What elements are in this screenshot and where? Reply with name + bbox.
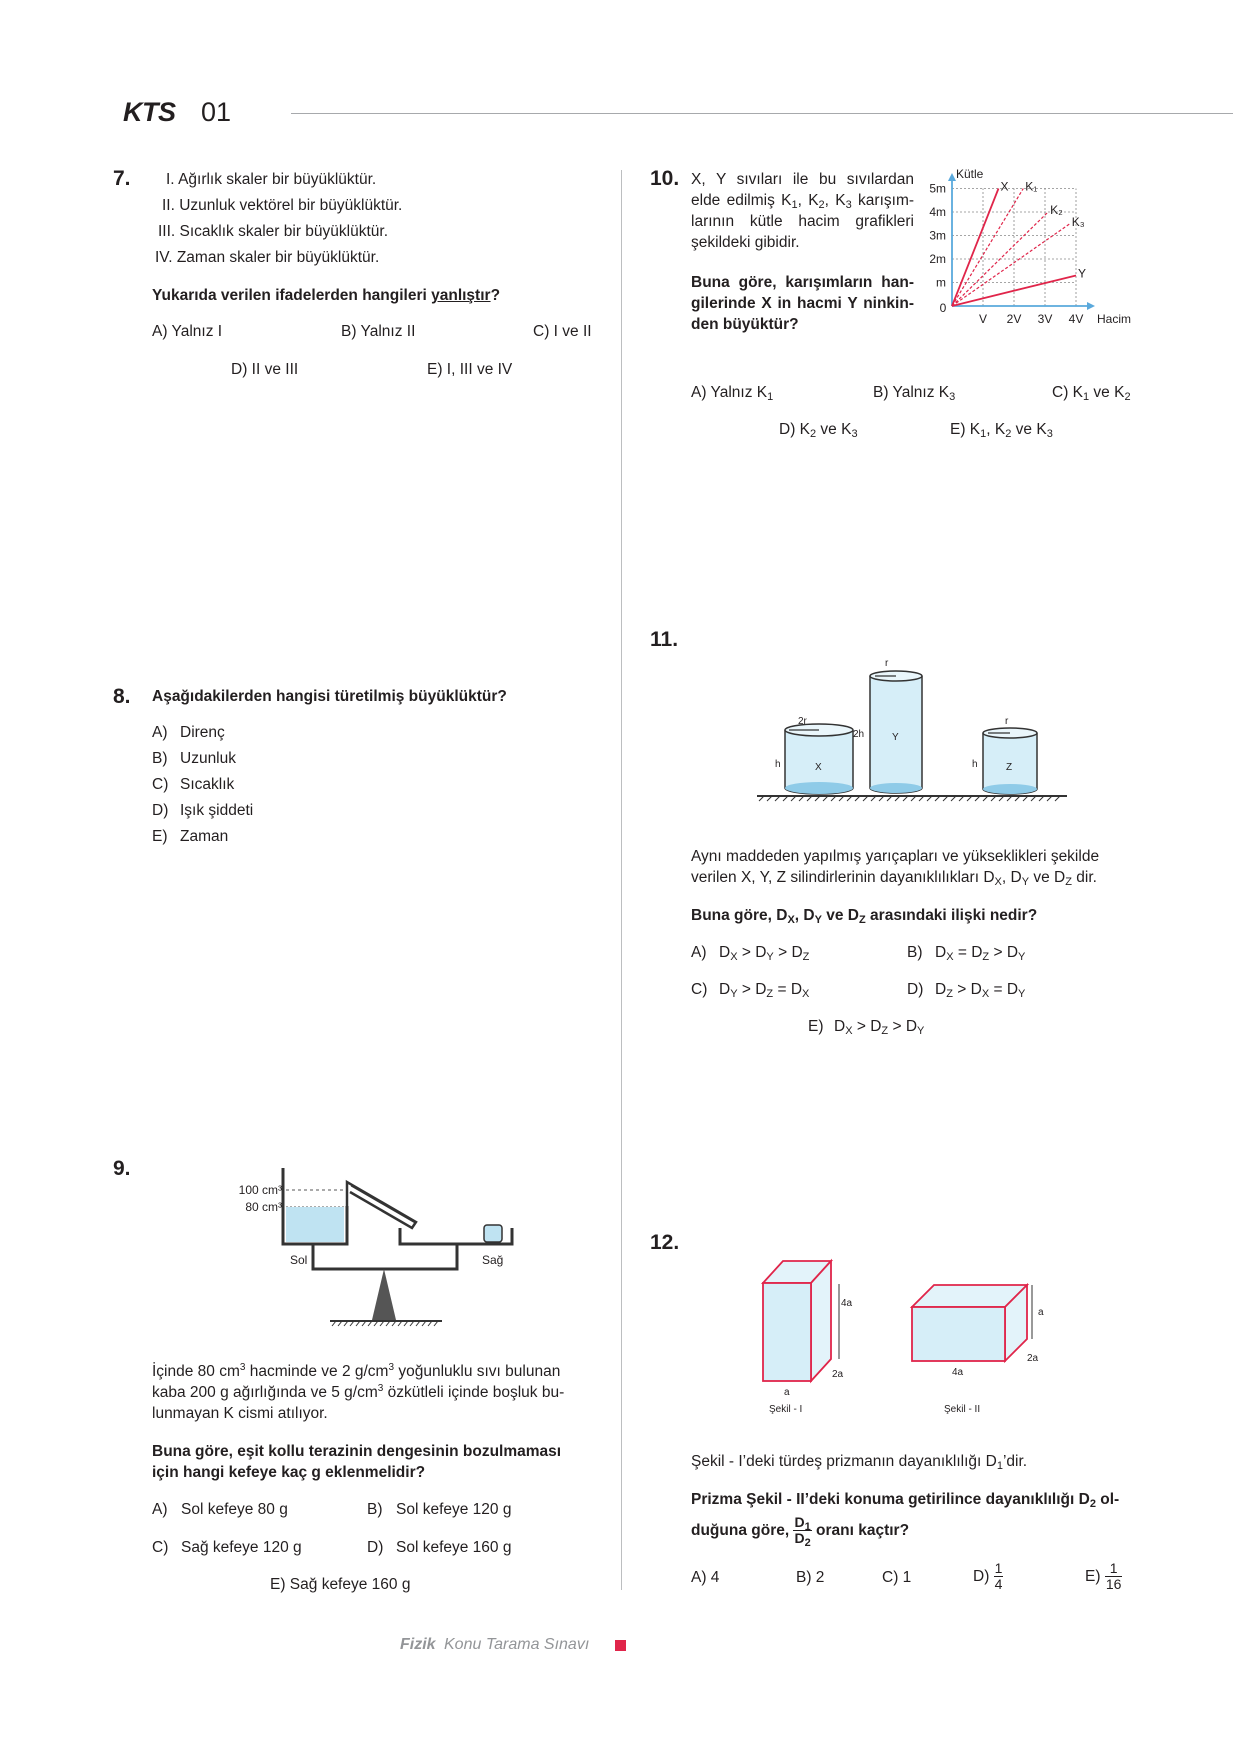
q12-text: Şekil - I’deki türdeş prizmanın dayanıklılığı $D_1’dir$. [691,1453,1028,1472]
q10-option-d[interactable]: D) $K_2$ ve $K_3$ [779,421,858,440]
q11-cylinder-z [983,728,1037,794]
header-rule [291,113,1233,114]
q10-mass-volume-chart [920,168,1140,358]
y-axis-label: Kütle [956,168,984,181]
q11-x-radius: 2r [798,716,807,727]
x-tick-label: V [978,312,988,326]
q7-number: 7. [113,167,131,190]
q11-z-radius: r [1005,716,1009,727]
q7-option-e[interactable]: E) I, III ve IV [427,361,513,378]
q7-option-c[interactable]: C) I ve II [533,323,592,340]
q8-stem: Aşağıdakilerden hangisi türetilmiş büyüklüktür? [152,688,507,705]
q7-option-d[interactable]: D) II ve III [231,361,299,378]
q9-spout-inner [351,1186,415,1223]
q9-beam [313,1244,457,1269]
q12-option-c[interactable]: C) 1 [882,1569,912,1586]
header [123,93,1233,133]
y-tick-label: 2m [929,252,946,266]
q11-y-height: 2h [853,729,865,740]
q9-option-e[interactable]: E) Sağ kefeye 160 g [270,1576,411,1593]
q9-fulcrum [372,1269,396,1320]
q9-left-label: Sol [290,1253,308,1267]
q11-number: 11. [650,628,679,651]
q9-text-line3: lunmayan K cismi atılıyor. [152,1405,328,1422]
header-brand: KTS [123,97,176,127]
q9-liquid [286,1207,344,1242]
x-tick-label: 2V [1006,312,1022,326]
q10-text-line2: elde edilmiş $K_1$, $K_2$, $K_3$ karışım- [691,192,915,211]
q7-item: I. Ağırlık skaler bir büyüklüktür. [166,171,377,188]
q9-stem-line1: Buna göre, eşit kollu terazinin dengesinin bozulmaması [152,1443,562,1460]
origin-label: 0 [939,301,947,315]
q12-s1-depth: 2a [832,1369,844,1380]
series-label-K₁: K₁ [1025,179,1038,194]
q11-y-radius: r [885,658,889,669]
q10-text-line4: şekildeki gibidir. [691,234,800,251]
q12-s1-label: Şekil - I [769,1404,803,1415]
q12-s1-width: a [784,1387,790,1398]
q12-option-d[interactable]: D) $\frac{1}{4}$ [973,1560,1003,1593]
q12-s2-depth: 2a [1027,1353,1039,1364]
q12-s1-height: 4a [841,1298,853,1309]
column-divider [621,170,622,1590]
q10-option-c[interactable]: C) $K_1$ ve $K_2$ [1052,384,1131,403]
q12-prism-2 [912,1285,1027,1361]
q12-number: 12. [650,1231,680,1254]
q10-stem-line2: gilerinde X in hacmi Y ninkin- [691,295,914,312]
q12-option-e[interactable]: E) $\frac{1}{16}$ [1085,1560,1122,1593]
q9-balance-figure [220,1160,540,1345]
q10-option-e[interactable]: E) $K_1$, $K_2$ ve $K_3$ [950,421,1053,440]
q11-z-height: h [972,759,978,770]
q7-item: III. Sıcaklık skaler bir büyüklüktür. [158,223,389,240]
x-axis-label: Hacim [1097,312,1132,326]
q7-option-b[interactable]: B) Yalnız II [341,323,416,340]
q10-stem-line1: Buna göre, karışımların han- [691,274,914,291]
q12-option-b[interactable]: B) 2 [796,1569,825,1586]
q11-z-name: Z [1006,762,1013,773]
y-tick-label: m [936,275,946,290]
series-line-K₃ [952,224,1070,306]
x-tick-label: 4V [1068,312,1084,326]
q12-ratio-fraction: $\frac{D_1}{D_2}$ [794,1514,811,1550]
q11-cylinder-x [785,724,853,794]
footer [400,1636,640,1660]
q10-text-line3: larının kütle hacim grafikleri [691,213,914,230]
x-tick-label: 3V [1037,312,1053,326]
series-line-X [952,189,999,307]
y-tick-label: 3m [929,228,946,243]
q9-spout [347,1182,416,1228]
y-tick-label: 4m [929,205,946,219]
q11-stem: Buna göre, $D_X$, $D_Y$ ve $D_Z$ arasındaki ilişki nedir? [691,907,1038,926]
series-label-K₃: K₃ [1071,214,1085,229]
q9-text-line2: kaba 200 g ağırlığında ve 5 $g/cm^3$ özkütleli içinde boşluk bu- [152,1383,565,1401]
q10-option-b[interactable]: B) Yalnız $K_3$ [873,384,956,403]
x-axis-arrow [1087,302,1095,310]
q12-s2-label: Şekil - II [944,1404,981,1415]
q11-y-name: Y [892,732,899,743]
q9-vol2-label: 80 cm³ [245,1200,282,1214]
series-line-K₁ [952,189,1023,307]
q12-stem-line2: duğuna göre, $\frac{D_1}{D_2}$ oranı kaçtır? [691,1514,910,1550]
y-axis-arrow [948,173,956,181]
q12-stem-line1: Prizma Şekil - II’deki konuma getirilince dayanıklılığı $D_2$ ol- [691,1491,1120,1510]
q11-x-name: X [815,762,822,773]
series-label-K₂: K₂ [1050,203,1063,217]
q12-s2-height: a [1038,1307,1044,1318]
q9-stem-line2: için hangi kefeye kaç g eklenmelidir? [152,1464,426,1481]
q12-prism-1 [763,1261,831,1381]
footer-square-icon [615,1640,626,1651]
q7-item: IV. Zaman skaler bir büyüklüktür. [155,249,380,266]
q8-number: 8. [113,685,131,708]
q11-text-line1: Aynı maddeden yapılmış yarıçapları ve yükseklikleri şekilde [691,848,1100,865]
header-number: 01 [201,97,232,127]
y-tick-label: 5m [929,181,946,196]
q7-item: II. Uzunluk vektörel bir büyüklüktür. [162,197,403,214]
q9-text-line1: İçinde 80 $cm^3$ hacminde ve 2 $g/cm^3$ yoğunluklu sıvı bulunan [152,1362,561,1380]
footer-title: Konu Tarama Sınavı [444,1636,590,1653]
q11-cylinders-figure [755,652,1070,802]
q9-number: 9. [113,1157,131,1180]
q10-option-a[interactable]: A) Yalnız $K_1$ [691,384,774,403]
q10-text-line1: X, Y sıvıları ile bu sıvılardan [691,171,914,188]
q9-vol1-label: 100 cm³ [238,1183,282,1197]
series-label-X: X [1000,179,1009,194]
footer-subject: Fizik [400,1636,436,1653]
q12-option-a[interactable]: A) 4 [691,1569,720,1586]
q10-stem-line3: den büyüktür? [691,316,799,333]
q9-object-k [484,1225,502,1242]
q9-right-label: Sağ [482,1253,504,1267]
q10-number: 10. [650,167,680,190]
q11-text-line2: verilen X, Y, Z silindirlerinin dayanıklılıkları $D_X$, $D_Y$ ve $D_Z$ dir. [691,869,1097,888]
q12-s2-width: 4a [952,1367,964,1378]
q7-option-a[interactable]: A) Yalnız I [152,323,223,340]
q12-prism-figure [755,1245,1075,1420]
series-label-Y: Y [1078,266,1087,281]
q11-x-height: h [775,759,781,770]
q7-stem: Yukarıda verilen ifadelerden hangileri yanlıştır? [152,287,501,304]
